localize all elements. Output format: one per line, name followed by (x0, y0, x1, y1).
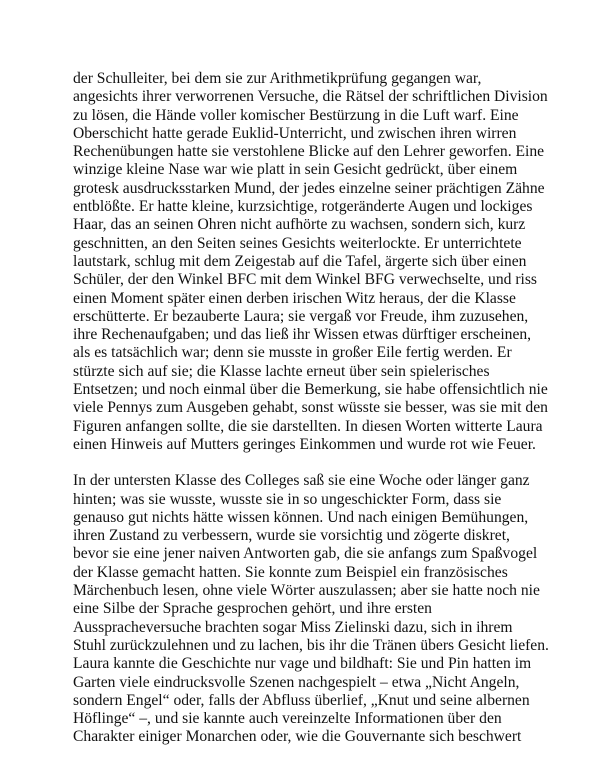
text-line: Ausspracheversuche brachten sogar Miss Zielinski dazu, sich in ihrem (73, 618, 513, 636)
paragraph-1 (73, 70, 548, 454)
text-line: angesichts ihrer verworrenen Versuche, die Rätsel der schriftlichen Division (73, 88, 548, 106)
text-line: Höflinge“ –, und sie kannte auch vereinzelte Informationen über den (73, 710, 502, 728)
text-line: einen Moment später einen derben irischen Witz heraus, der die Klasse (73, 289, 516, 307)
text-line: ihre Rechenaufgaben; und das ließ ihr Wissen etwas dürftiger erscheinen, (73, 326, 532, 344)
text-line: der Klasse gemacht hatten. Sie konnte zum Beispiel ein französisches (73, 563, 508, 581)
text-line: genauso gut nichts hätte wissen können. Und nach einigen Bemühungen, (73, 508, 529, 526)
text-line: Schüler, der den Winkel BFC mit dem Winkel BFG verwechselte, und riss (73, 271, 537, 289)
text-line: Garten viele eindrucksvolle Szenen nachgespielt – etwa „Nicht Angeln, (73, 673, 520, 691)
text-line: erschütterte. Er bezauberte Laura; sie vergaß vor Freude, ihm zuzusehen, (73, 307, 529, 325)
paragraph-gap (73, 454, 533, 472)
text-line: Märchenbuch lesen, ohne viele Wörter auszulassen; aber sie hatte noch nie (73, 582, 540, 600)
text-line: Oberschicht hatte gerade Euklid-Unterricht, und zwischen ihren wirren (73, 124, 517, 142)
text-line: bevor sie eine jener naiven Antworten gab, die sie anfangs zum Spaßvogel (73, 545, 538, 563)
text-line: Entsetzen; und noch einmal über die Bemerkung, sie habe offensichtlich nie (73, 381, 548, 399)
text-line: winzige kleine Nase war wie platt in sein Gesicht gedrückt, über einem (73, 161, 518, 179)
text-line: hinten; was sie wusste, wusste sie in so ungeschickter Form, dass sie (73, 490, 502, 508)
text-line: Haar, das an seinen Ohren nicht aufhörte zu wachsen, sondern sich, kurz (73, 216, 526, 234)
text-line: als es tatsächlich war; denn sie musste in großer Eile fertig werden. Er (73, 344, 512, 362)
text-line: ihren Zustand zu verbessern, wurde sie vorsichtig und zögerte diskret, (73, 527, 510, 545)
text-line: Rechenübungen hatte sie verstohlene Blicke auf den Lehrer geworfen. Eine (73, 143, 545, 161)
text-line: zu lösen, die Hände voller komischer Bestürzung in die Luft warf. Eine (73, 106, 519, 124)
text-line: entblößte. Er hatte kleine, kurzsichtige, rotgeränderte Augen und lockiges (73, 198, 533, 216)
text-line: Figuren anfangen sollte, die sie darstellten. In diesen Worten witterte Laura (73, 417, 543, 435)
text-line: lautstark, schlug mit dem Zeigestab auf die Tafel, ärgerte sich über einen (73, 252, 527, 270)
text-line: In der untersten Klasse des Colleges saß sie eine Woche oder länger ganz (73, 472, 530, 490)
text-line: geschnitten, an den Seiten seines Gesichts weiterlockte. Er unterrichtete (73, 234, 522, 252)
text-line: viele Pennys zum Ausgeben gehabt, sonst wüsste sie besser, was sie mit den (73, 399, 548, 417)
text-line: Charakter einiger Monarchen oder, wie die Gouvernante sich beschwert (73, 728, 522, 746)
text-line: eine Silbe der Sprache gesprochen gehört, und ihre ersten (73, 600, 432, 618)
text-line: stürzte sich auf sie; die Klasse lachte erneut über sein spielerisches (73, 362, 490, 380)
text-line: einen Hinweis auf Mutters geringes Einkommen und wurde rot wie Feuer. (73, 435, 536, 453)
document-page (73, 70, 549, 747)
text-line: sondern Engel“ oder, falls der Abfluss überlief, „Knut und seine albernen (73, 691, 530, 709)
text-line: der Schulleiter, bei dem sie zur Arithmetikprüfung gegangen war, (73, 70, 482, 87)
paragraph-2 (73, 472, 549, 746)
text-line: Laura kannte die Geschichte nur vage und bildhaft: Sie und Pin hatten im (73, 655, 532, 673)
text-line: Stuhl zurückzulehnen und zu lachen, bis ihr die Tränen übers Gesicht liefen. (73, 636, 549, 654)
text-line: grotesk ausdrucksstarken Mund, der jedes einzelne seiner prächtigen Zähne (73, 179, 545, 197)
